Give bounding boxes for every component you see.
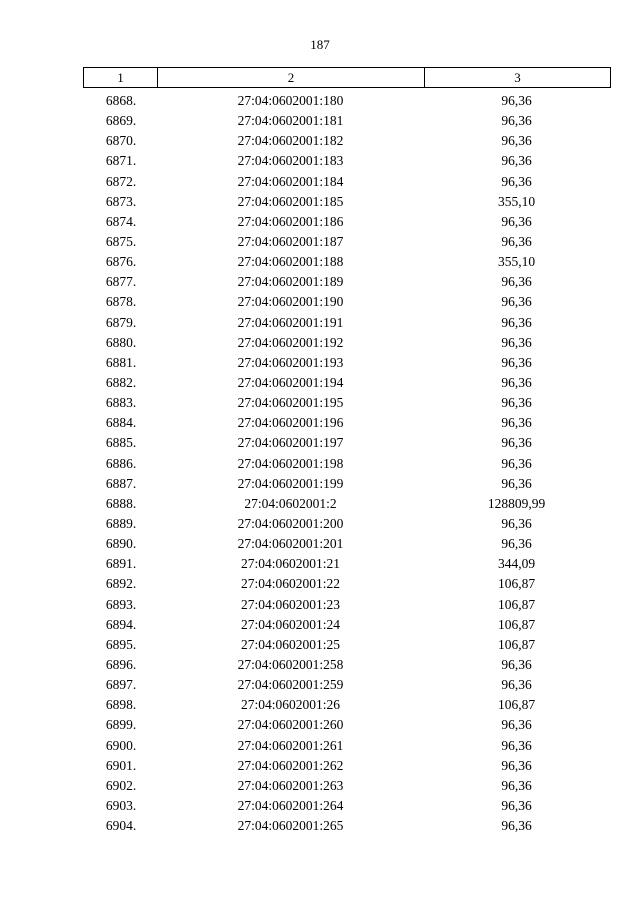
row-value: 96,36 <box>501 294 532 310</box>
table-row <box>83 252 611 272</box>
row-value: 106,87 <box>497 596 536 612</box>
cadastral-number: 27:04:0602001:187 <box>237 233 344 249</box>
row-value: 96,36 <box>501 475 532 491</box>
row-number: 6894. <box>105 616 137 632</box>
cadastral-number: 27:04:0602001:191 <box>237 314 344 330</box>
row-value: 96,36 <box>501 656 532 672</box>
row-value: 96,36 <box>501 435 532 451</box>
row-value: 96,36 <box>501 515 532 531</box>
row-number: 6876. <box>105 254 137 270</box>
row-number: 6868. <box>105 93 137 108</box>
row-number: 6880. <box>105 334 137 350</box>
table-row <box>83 192 611 212</box>
row-number: 6877. <box>105 274 137 290</box>
row-number: 6886. <box>105 455 137 471</box>
row-number: 6901. <box>105 757 137 773</box>
table-row <box>83 232 611 252</box>
cadastral-number: 27:04:0602001:261 <box>237 737 344 753</box>
row-number: 6897. <box>105 677 137 693</box>
row-value: 96,36 <box>501 233 532 249</box>
cadastral-number: 27:04:0602001:258 <box>237 656 344 672</box>
row-number: 6874. <box>105 213 137 229</box>
table-row <box>83 433 611 453</box>
cadastral-number: 27:04:0602001:24 <box>240 616 340 632</box>
cadastral-number: 27:04:0602001:192 <box>237 334 344 350</box>
row-value: 96,36 <box>501 677 532 693</box>
data-table <box>83 67 611 836</box>
table-row <box>83 131 611 151</box>
page-number: 187 <box>310 37 330 52</box>
table-row <box>83 756 611 776</box>
table-row <box>83 776 611 796</box>
row-value: 96,36 <box>501 354 532 370</box>
table-row <box>83 514 611 534</box>
cadastral-number: 27:04:0602001:181 <box>237 113 344 129</box>
table-row <box>83 695 611 715</box>
table-row <box>83 91 611 111</box>
table-row <box>83 313 611 333</box>
table-row <box>83 635 611 655</box>
cadastral-number: 27:04:0602001:21 <box>240 556 340 572</box>
cadastral-number: 27:04:0602001:196 <box>237 415 344 431</box>
cadastral-number: 27:04:0602001:25 <box>240 636 340 652</box>
row-number: 6869. <box>105 113 137 129</box>
cadastral-number: 27:04:0602001:197 <box>237 435 344 451</box>
row-number: 6884. <box>105 415 137 431</box>
cadastral-number: 27:04:0602001:199 <box>237 475 344 491</box>
cadastral-number: 27:04:0602001:201 <box>237 536 344 552</box>
table-row <box>83 474 611 494</box>
row-value: 96,36 <box>501 93 532 108</box>
row-value: 96,36 <box>501 415 532 431</box>
cadastral-number: 27:04:0602001:182 <box>237 133 344 149</box>
cadastral-number: 27:04:0602001:190 <box>237 294 344 310</box>
row-number: 6899. <box>105 717 137 733</box>
table-header-row <box>83 67 611 88</box>
row-value: 344,09 <box>497 556 536 572</box>
cadastral-number: 27:04:0602001:263 <box>237 777 344 793</box>
table-row <box>83 736 611 756</box>
row-value: 128809,99 <box>487 495 546 511</box>
row-number: 6898. <box>105 697 137 713</box>
table-row <box>83 796 611 816</box>
cadastral-number: 27:04:0602001:185 <box>237 193 344 209</box>
table-row <box>83 212 611 232</box>
row-value: 96,36 <box>501 717 532 733</box>
row-value: 96,36 <box>501 113 532 129</box>
row-number: 6885. <box>105 435 137 451</box>
table-row <box>83 373 611 393</box>
row-value: 96,36 <box>501 213 532 229</box>
cadastral-number: 27:04:0602001:198 <box>237 455 344 471</box>
row-value: 355,10 <box>497 193 536 209</box>
cadastral-number: 27:04:0602001:189 <box>237 274 344 290</box>
cadastral-number: 27:04:0602001:186 <box>237 213 344 229</box>
cadastral-number: 27:04:0602001:184 <box>237 173 344 189</box>
row-number: 6892. <box>105 576 137 592</box>
row-number: 6890. <box>105 536 137 552</box>
cadastral-number: 27:04:0602001:259 <box>237 677 344 693</box>
row-number: 6888. <box>105 495 137 511</box>
row-value: 96,36 <box>501 455 532 471</box>
row-number: 6891. <box>105 556 137 572</box>
table-row <box>83 574 611 594</box>
table-row <box>83 534 611 554</box>
table-row <box>83 353 611 373</box>
table-row <box>83 615 611 635</box>
row-value: 96,36 <box>501 133 532 149</box>
table-row <box>83 715 611 735</box>
header-col-1: 1 <box>84 68 158 87</box>
header-col-3: 3 <box>514 70 521 85</box>
table-row <box>83 655 611 675</box>
row-value: 96,36 <box>501 334 532 350</box>
row-number: 6871. <box>105 153 137 169</box>
table-row <box>83 816 611 836</box>
row-value: 96,36 <box>501 818 532 834</box>
row-value: 355,10 <box>497 254 536 270</box>
row-value: 106,87 <box>497 616 536 632</box>
table-row <box>83 413 611 433</box>
row-number: 6873. <box>105 193 137 209</box>
row-number: 6893. <box>105 596 137 612</box>
row-value: 96,36 <box>501 757 532 773</box>
table-row <box>83 333 611 353</box>
cadastral-number: 27:04:0602001:23 <box>240 596 340 612</box>
row-value: 106,87 <box>497 576 536 592</box>
row-number: 6887. <box>105 475 137 491</box>
row-value: 96,36 <box>501 173 532 189</box>
table-row <box>83 595 611 615</box>
table-row <box>83 554 611 574</box>
table-row <box>83 111 611 131</box>
row-number: 6900. <box>105 737 137 753</box>
cadastral-number: 27:04:0602001:183 <box>237 153 344 169</box>
cadastral-number: 27:04:0602001:188 <box>237 254 344 270</box>
row-value: 96,36 <box>501 737 532 753</box>
cadastral-number: 27:04:0602001:22 <box>240 576 340 592</box>
row-number: 6875. <box>105 233 137 249</box>
row-value: 96,36 <box>501 395 532 411</box>
cadastral-number: 27:04:0602001:194 <box>237 374 344 390</box>
row-number: 6883. <box>105 395 137 411</box>
table-row <box>83 393 611 413</box>
table-row <box>83 494 611 514</box>
row-value: 96,36 <box>501 536 532 552</box>
row-value: 96,36 <box>501 777 532 793</box>
row-value: 96,36 <box>501 153 532 169</box>
row-number: 6870. <box>105 133 137 149</box>
row-value: 96,36 <box>501 374 532 390</box>
row-value: 106,87 <box>497 697 536 713</box>
cadastral-number: 27:04:0602001:195 <box>237 395 344 411</box>
cadastral-number: 27:04:0602001:200 <box>237 515 344 531</box>
table-body <box>83 91 611 836</box>
cadastral-number: 27:04:0602001:260 <box>237 717 344 733</box>
row-number: 6895. <box>105 636 137 652</box>
table-row <box>83 454 611 474</box>
table-row <box>83 675 611 695</box>
cadastral-number: 27:04:0602001:264 <box>237 797 344 813</box>
table-row <box>83 151 611 171</box>
row-number: 6872. <box>105 173 137 189</box>
cadastral-number: 27:04:0602001:193 <box>237 354 344 370</box>
row-value: 96,36 <box>501 314 532 330</box>
header-col-2: 2 <box>158 68 425 87</box>
row-number: 6903. <box>105 797 137 813</box>
cadastral-number: 27:04:0602001:2 <box>244 495 337 511</box>
row-number: 6881. <box>105 354 137 370</box>
cadastral-number: 27:04:0602001:26 <box>240 697 340 713</box>
row-number: 6904. <box>105 818 137 834</box>
row-number: 6902. <box>105 777 137 793</box>
cadastral-number: 27:04:0602001:262 <box>237 757 344 773</box>
cadastral-number: 27:04:0602001:180 <box>237 93 344 108</box>
row-number: 6879. <box>105 314 137 330</box>
row-value: 96,36 <box>501 274 532 290</box>
row-value: 96,36 <box>501 797 532 813</box>
row-value: 106,87 <box>497 636 536 652</box>
table-row <box>83 272 611 292</box>
row-number: 6882. <box>105 374 137 390</box>
cadastral-number: 27:04:0602001:265 <box>237 818 344 834</box>
row-number: 6896. <box>105 656 137 672</box>
table-row <box>83 172 611 192</box>
row-number: 6889. <box>105 515 137 531</box>
row-number: 6878. <box>105 294 137 310</box>
table-row <box>83 292 611 312</box>
